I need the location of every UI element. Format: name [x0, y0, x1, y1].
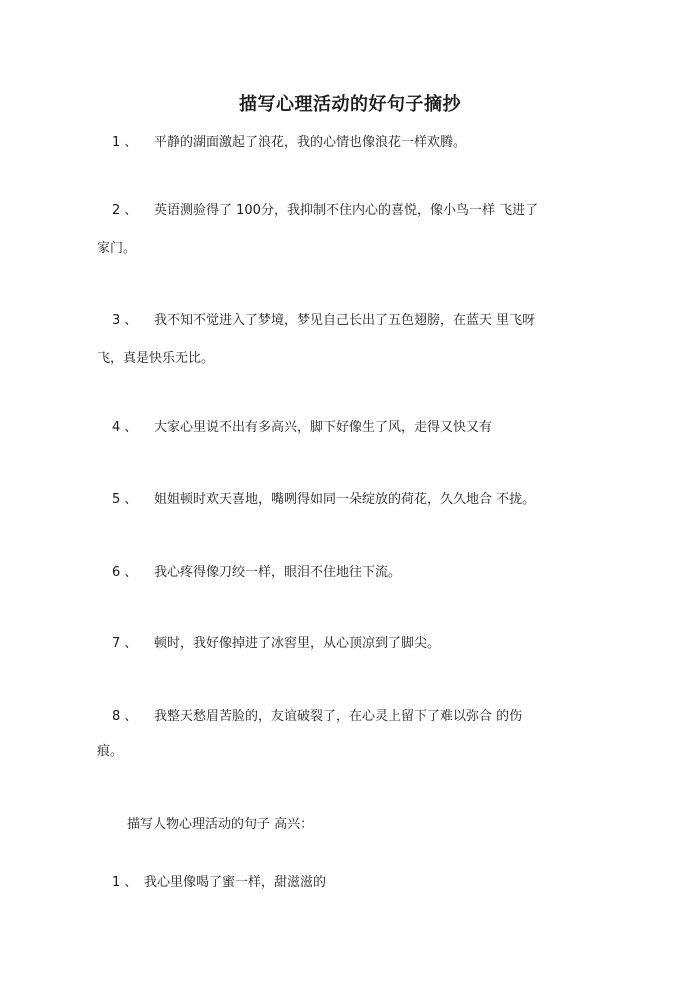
item-text: 姐姐顿时欢天喜地，嘴咧得如同一朵绽放的荷花，久久地合 不拢。 [154, 492, 536, 507]
section-subheading: 描写人物心理活动的句子 高兴： [127, 817, 314, 832]
list-item-8 [112, 708, 522, 726]
list-item-7 [112, 635, 440, 653]
item-text: 大家心里说不出有多高兴，脚下好像生了风，走得又快又有 [154, 420, 493, 435]
item-number: 5 、 [112, 492, 138, 507]
list-item-4 [112, 419, 492, 437]
list-item-1 [112, 134, 466, 152]
sub-list-item-1 [112, 874, 326, 892]
list-item-2-continuation: 家门。 [97, 241, 137, 256]
item-text: 顿时，我好像掉进了冰窖里，从心顶凉到了脚尖。 [154, 636, 441, 651]
list-item-3 [112, 312, 535, 330]
item-number: 2 、 [112, 203, 138, 218]
item-text: 我心里像喝了蜜一样，甜滋滋的 [144, 875, 327, 890]
item-number: 7 、 [112, 636, 138, 651]
list-item-3-continuation: 飞，真是快乐无比。 [97, 351, 215, 366]
list-item-8-continuation: 痕。 [97, 744, 124, 759]
item-text: 我心疼得像刀绞一样，眼泪不住地往下流。 [154, 565, 402, 580]
item-number: 8 、 [112, 709, 138, 724]
list-item-2 [112, 202, 538, 220]
item-number: 1 、 [112, 875, 138, 890]
item-text: 英语测验得了 100分，我抑制不住内心的喜悦，像小鸟一样 飞进了 [154, 203, 539, 218]
item-number: 1 、 [112, 135, 138, 150]
list-item-5 [112, 491, 535, 509]
item-text: 我整天愁眉苦脸的，友谊破裂了，在心灵上留下了难以弥合 的伤 [154, 709, 523, 724]
item-text: 平静的湖面激起了浪花，我的心情也像浪花一样欢腾。 [154, 135, 467, 150]
list-item-6 [112, 564, 401, 582]
item-number: 4 、 [112, 420, 138, 435]
item-text: 我不知不觉进入了梦境，梦见自己长出了五色翅膀，在蓝天 里飞呀 [154, 313, 536, 328]
document-title: 描写心理活动的好句子摘抄 [239, 94, 461, 115]
item-number: 6 、 [112, 565, 138, 580]
item-number: 3 、 [112, 313, 138, 328]
